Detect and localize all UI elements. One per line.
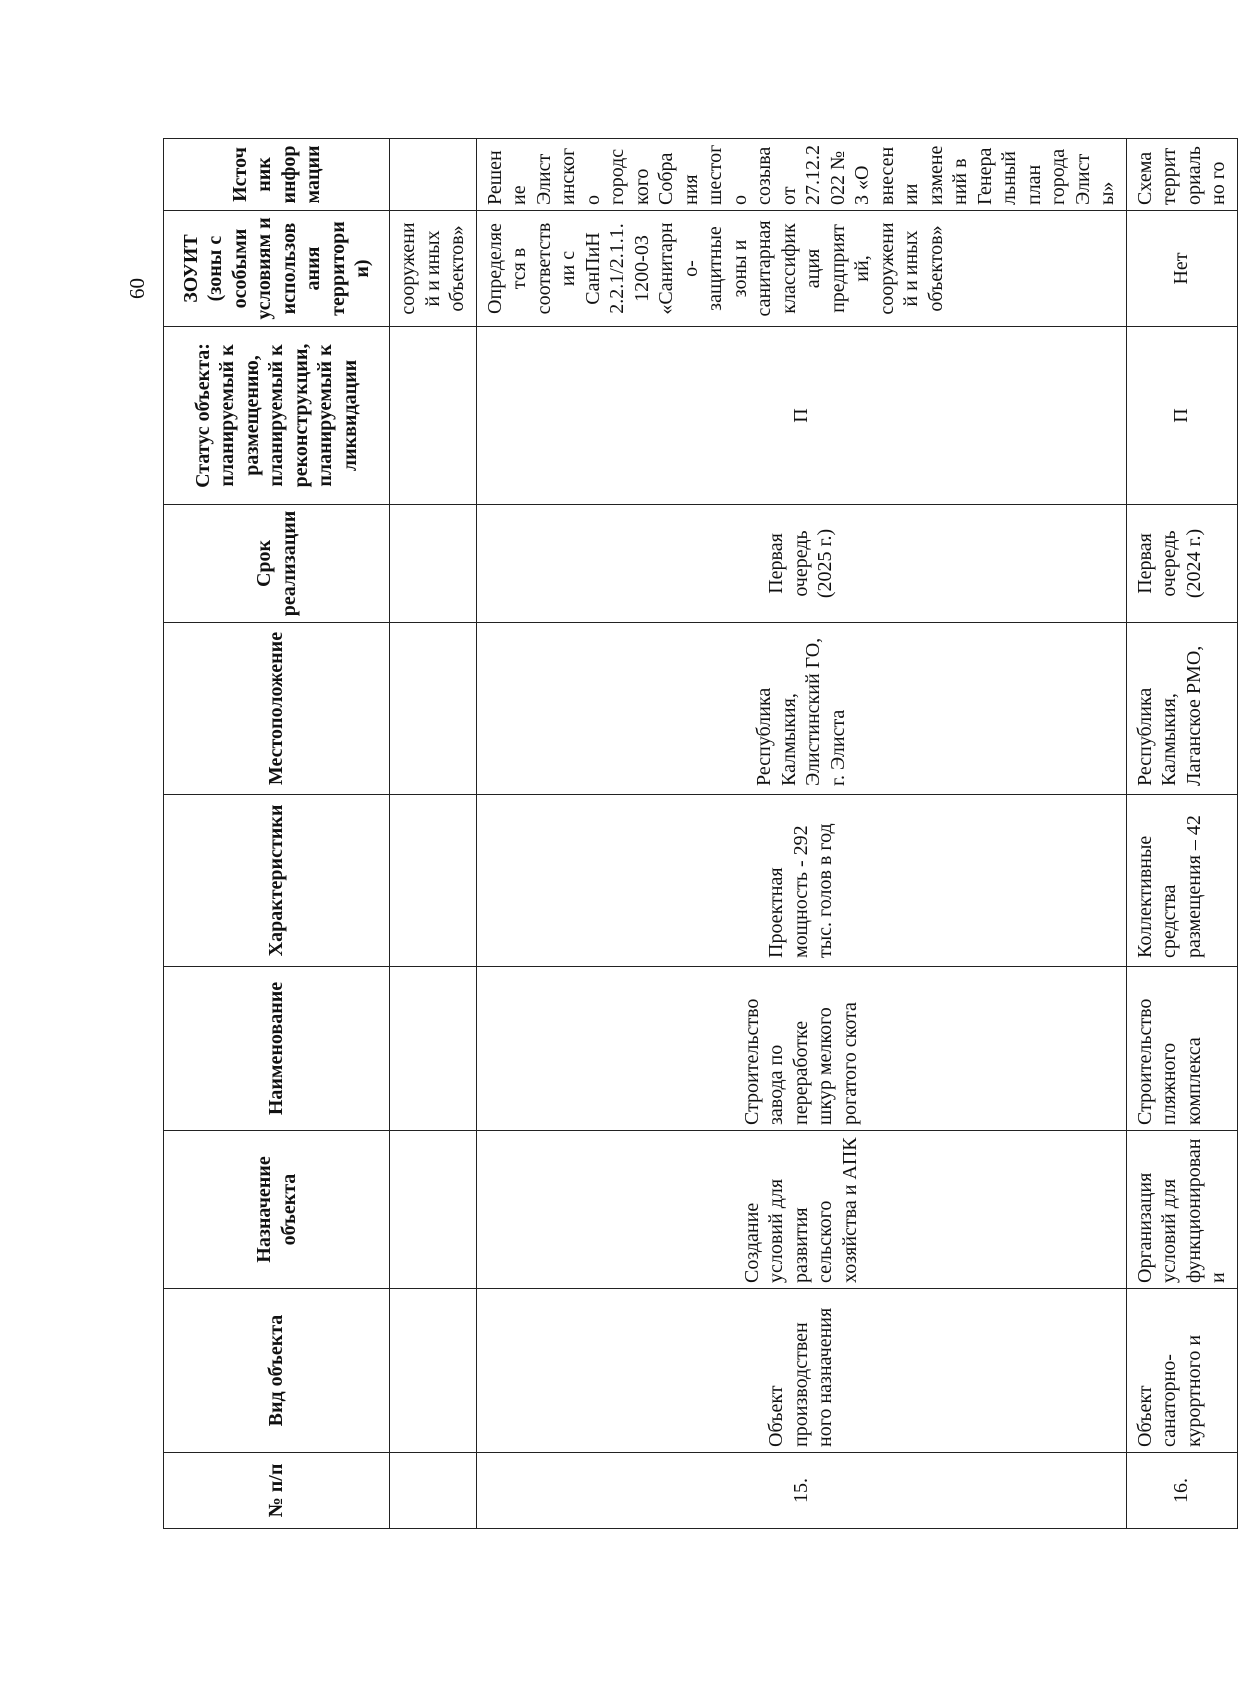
header-purpose: Назначение объекта [164,1131,390,1289]
objects-table [163,138,1238,1529]
purpose-cell: Организация условий для функционировани [1126,1131,1237,1289]
header-type: Вид объекта [164,1289,390,1453]
row-num-cell: 16. [1126,1453,1237,1529]
table-cell [390,327,477,505]
table-cell [390,1453,477,1529]
table-row [476,139,1126,1529]
type-cell: Объект санаторно- курортного и [1126,1289,1237,1453]
header-source: Источник информации [164,139,390,211]
header-status: Статус объекта: планируемый к размещению, планируемый к реконструкции, планируемый к ликвидации [164,327,390,505]
row-num-cell: 15. [476,1453,1126,1529]
type-cell: Объект производствен ного назначения [476,1289,1126,1453]
purpose-cell: Создание условий для развития сельского хозяйства и АПК [476,1131,1126,1289]
source-cell: Схема территориально го [1126,139,1237,211]
header-name: Наименование [164,967,390,1131]
header-characteristics: Характеристики [164,795,390,967]
status-cell: П [476,327,1126,505]
status-cell: П [1126,327,1237,505]
header-num: № п/п [164,1453,390,1529]
header-location: Местоположение [164,623,390,795]
zouit-cell: Нет [1126,211,1237,327]
characteristics-cell: Коллективные средства размещения – 42 [1126,795,1237,967]
table-row [1126,139,1237,1529]
table-cell [390,139,477,211]
rotated-page [95,29,1229,1609]
header-zouit: ЗОУИТ (зоны с особыми условиям и использов ания территори и) [164,211,390,327]
table-cell [390,1289,477,1453]
zouit-cell: Определяе тся в соответств ии с СанПиН 2.2.1/2.1.1. 1200-03 «Санитарн о- защитные зоны и санитарная классифик ация предприят ий, сооружени й и иных объектов» [476,211,1126,327]
page-number: 60 [125,278,149,299]
table-cell [390,1131,477,1289]
table-row-continuation [390,139,477,1529]
term-cell: Первая очередь (2024 г.) [1126,505,1237,623]
source-cell: Решение Элистинского городского Собрания шестого созыва от 27.12.2022 № 3 «О внесении изменений в Генеральный план города Элисты» [476,139,1126,211]
table-cell [390,505,477,623]
table-cell [390,967,477,1131]
location-cell: Республика Калмыкия, Элистинский ГО, г. Элиста [476,623,1126,795]
characteristics-cell: Проектная мощность - 292 тыс. голов в год [476,795,1126,967]
location-cell: Республика Калмыкия, Лаганское РМО, [1126,623,1237,795]
zouit-cell: сооружени й и иных объектов» [390,211,477,327]
table-cell [390,795,477,967]
table-cell [390,623,477,795]
header-term: Срок реализации [164,505,390,623]
name-cell: Строительство завода по переработке шкур мелкого рогатого скота [476,967,1126,1131]
name-cell: Строительство пляжного комплекса [1126,967,1237,1131]
header-row [164,139,390,1529]
term-cell: Первая очередь (2025 г.) [476,505,1126,623]
